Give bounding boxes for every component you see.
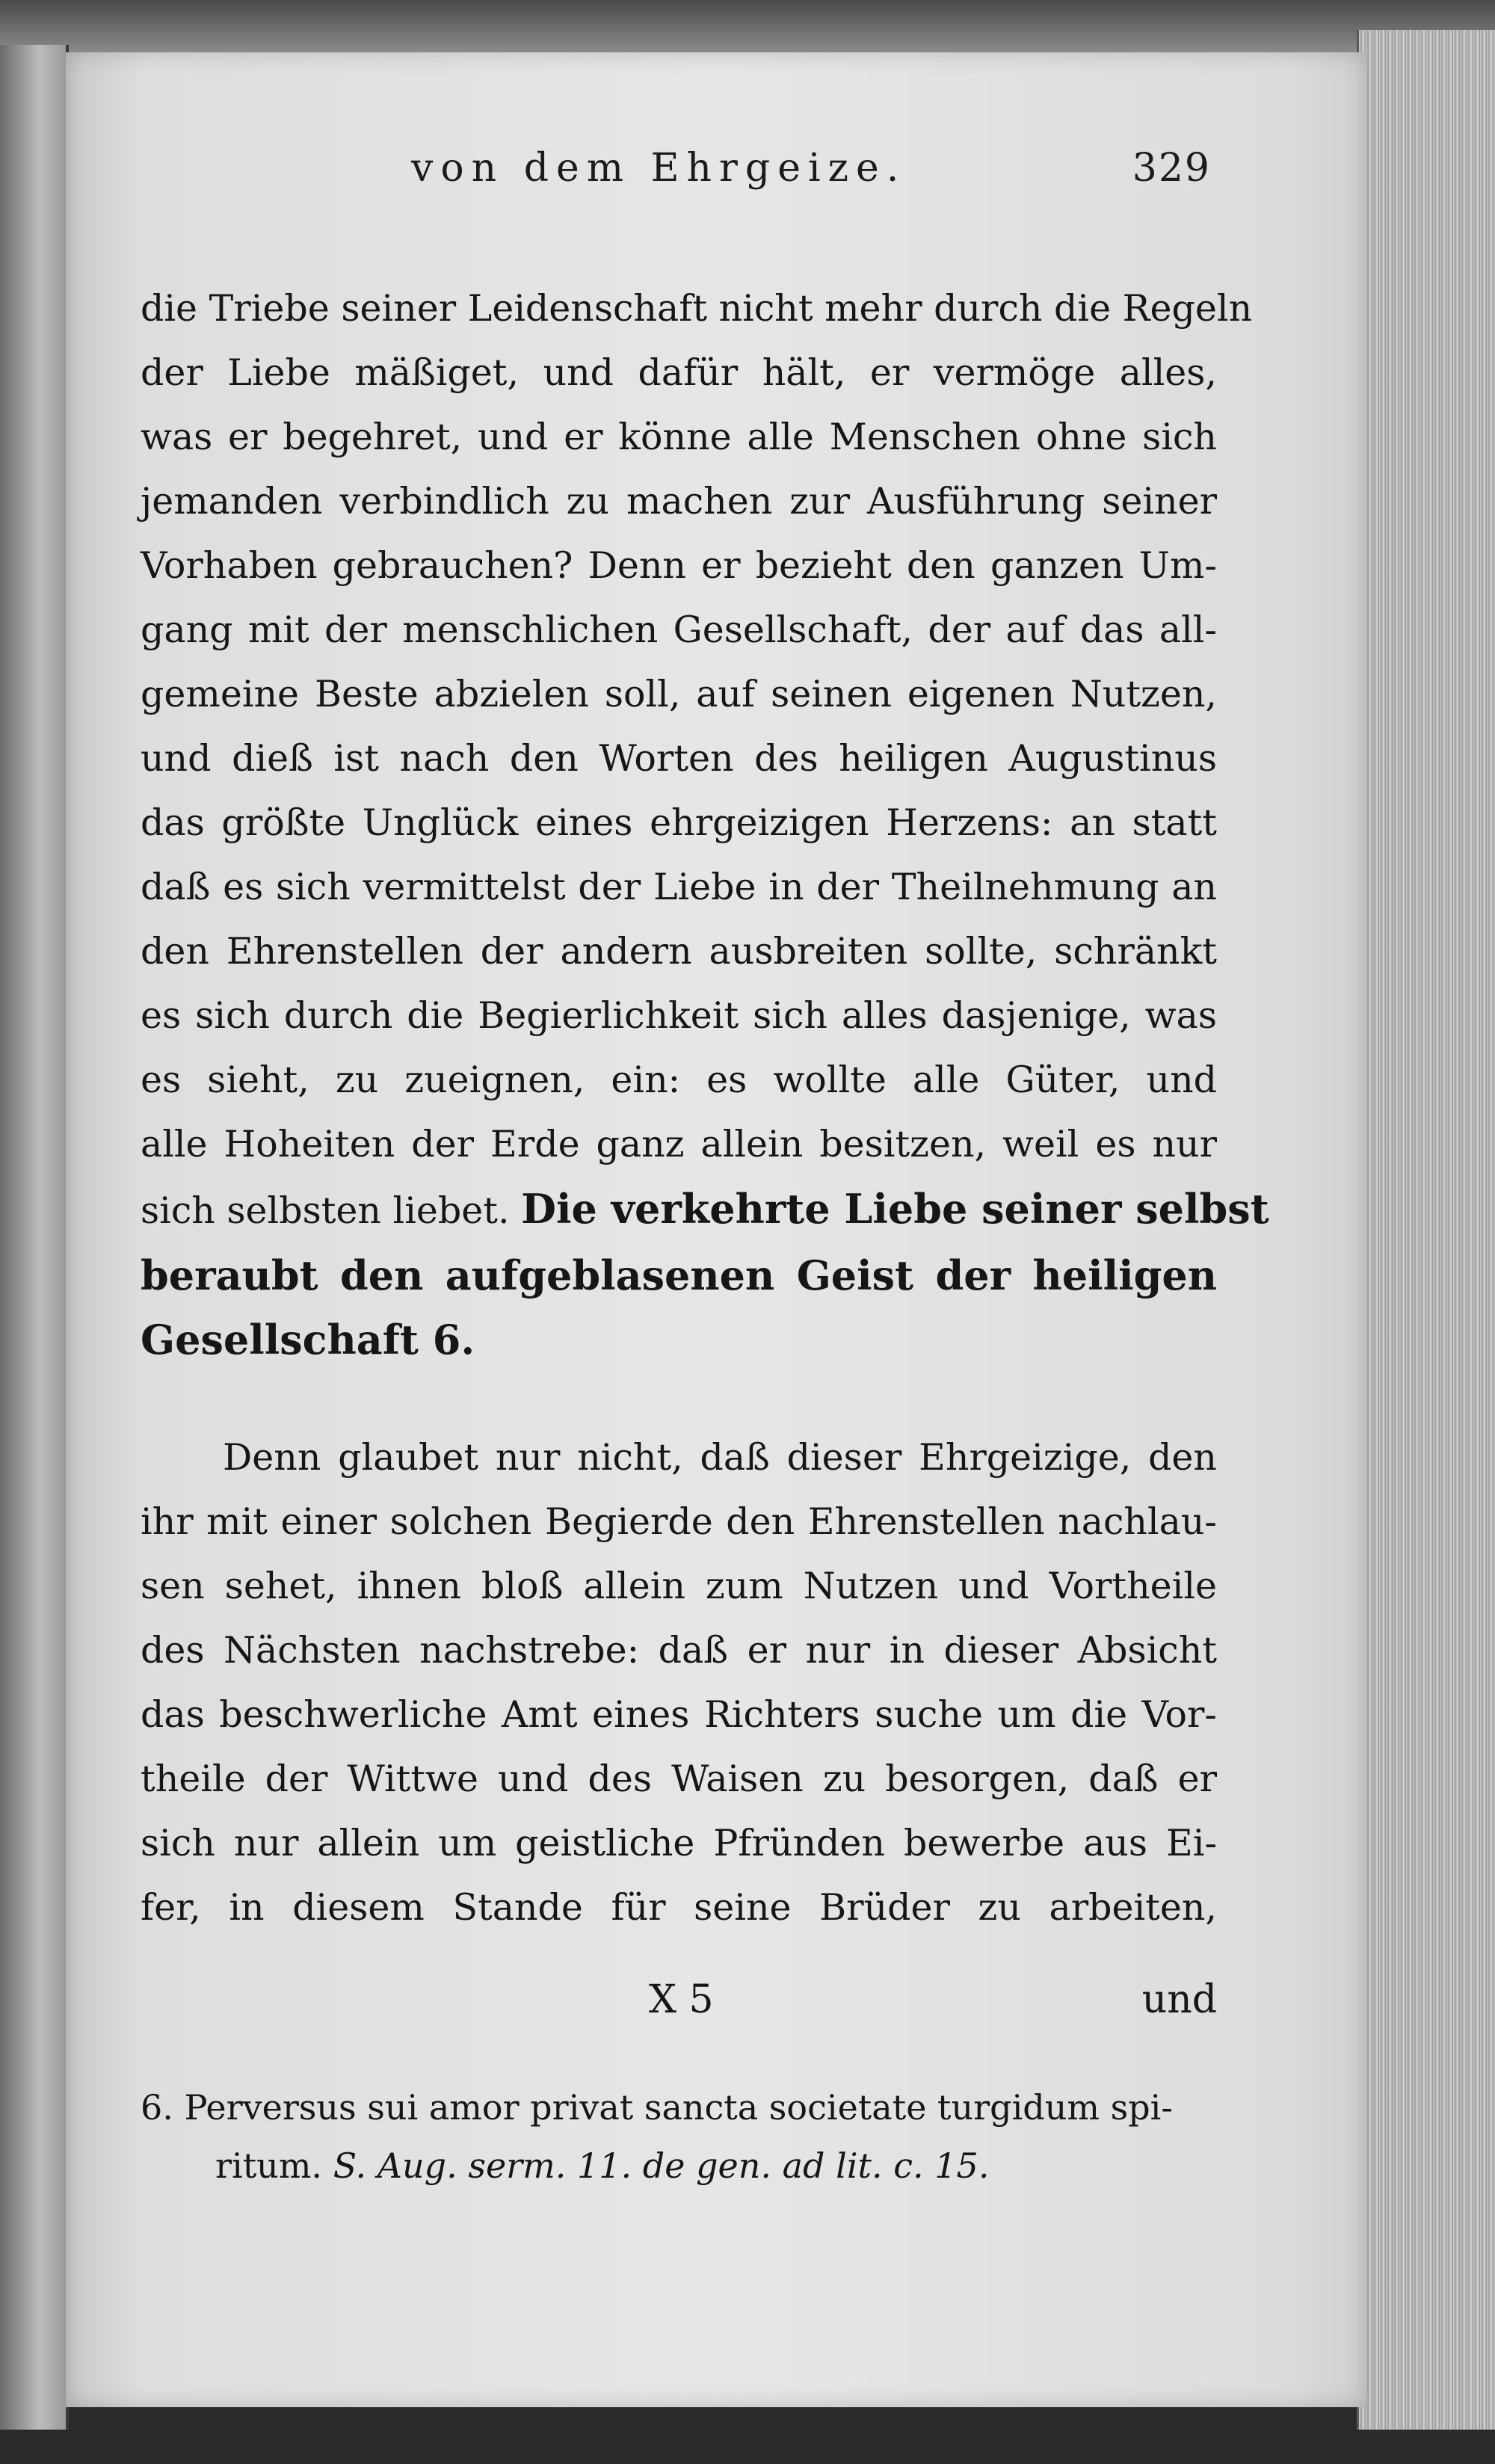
catchword: und bbox=[1141, 1977, 1217, 2022]
running-head bbox=[351, 146, 1211, 213]
running-head-title: von dem Ehrgeize. bbox=[411, 146, 907, 191]
text-line: was er begehret, und er könne alle Menschen ohne sich bbox=[141, 416, 1217, 458]
facing-page-edge bbox=[0, 45, 69, 2430]
page-number: 329 bbox=[1132, 146, 1211, 191]
bold-text-line: beraubt den aufgeblasenen Geist der heiligen bbox=[141, 1251, 1217, 1299]
text-line: den Ehrenstellen der andern ausbreiten sollte, schränkt bbox=[141, 930, 1217, 973]
text-line: ihr mit einer solchen Begierde den Ehrenstellen nachlau- bbox=[141, 1500, 1217, 1543]
text-line: und dieß ist nach den Worten des heiligen Augustinus bbox=[141, 737, 1217, 780]
paragraph-gap bbox=[141, 1372, 1217, 1426]
text-segment: sich selbsten liebet. bbox=[141, 1189, 510, 1232]
text-line: des Nächsten nachstrebe: daß er nur in dieser Absicht bbox=[141, 1629, 1217, 1672]
text-line: jemanden verbindlich zu machen zur Ausführung seiner bbox=[141, 480, 1217, 523]
text-line: die Triebe seiner Leidenschaft nicht mehr durch die Regeln bbox=[141, 287, 1253, 330]
footnote-citation: S. Aug. serm. 11. de gen. ad lit. c. 15. bbox=[333, 2146, 990, 2186]
top-shadow bbox=[0, 0, 1495, 52]
text-line: sen sehet, ihnen bloß allein zum Nutzen und Vortheile bbox=[141, 1565, 1217, 1607]
text-line: das größte Unglück eines ehrgeizigen Herzens: an statt bbox=[141, 801, 1217, 844]
text-line: fer, in diesem Stande für seine Brüder zu arbeiten, bbox=[141, 1886, 1217, 1929]
footnote bbox=[141, 2078, 1224, 2195]
text-line: alle Hoheiten der Erde ganz allein besitzen, weil es nur bbox=[141, 1123, 1217, 1165]
main-text bbox=[141, 277, 1269, 1940]
text-line: das beschwerliche Amt eines Richters suche um die Vor- bbox=[141, 1693, 1217, 1736]
footnote-line: 6. Perversus sui amor privat sancta societate turgidum spi- bbox=[141, 2087, 1173, 2128]
text-line: es sieht, zu zueignen, ein: es wollte alle Güter, und bbox=[141, 1059, 1217, 1101]
bold-text-line-end: Gesellschaft 6. bbox=[141, 1316, 475, 1364]
footnote-line bbox=[141, 2137, 1224, 2195]
text-line: es sich durch die Begierlichkeit sich alles dasjenige, was bbox=[141, 994, 1217, 1037]
text-line: Vorhaben gebrauchen? Denn er bezieht den ganzen Um- bbox=[141, 544, 1217, 587]
text-line: gang mit der menschlichen Gesellschaft, der auf das all- bbox=[141, 609, 1217, 651]
signature-mark: X 5 bbox=[649, 1977, 714, 2022]
catchline bbox=[141, 1977, 1217, 2037]
page-stack-edges bbox=[1357, 30, 1495, 2430]
footnote-text: ritum. bbox=[215, 2146, 323, 2186]
text-line-mixed bbox=[141, 1177, 1269, 1243]
text-line: sich nur allein um geistliche Pfründen bewerbe aus Ei- bbox=[141, 1822, 1217, 1864]
text-line: der Liebe mäßiget, und dafür hält, er vermöge alles, bbox=[141, 351, 1217, 394]
paragraph-start: Denn glaubet nur nicht, daß dieser Ehrgeizige, den bbox=[223, 1436, 1217, 1479]
text-line: gemeine Beste abzielen soll, auf seinen eigenen Nutzen, bbox=[141, 673, 1217, 715]
bold-sentence-start: Die verkehrte Liebe seiner selbst bbox=[521, 1185, 1269, 1233]
text-line: theile der Wittwe und des Waisen zu besorgen, daß er bbox=[141, 1758, 1217, 1800]
text-line: daß es sich vermittelst der Liebe in der Theilnehmung an bbox=[141, 866, 1217, 908]
